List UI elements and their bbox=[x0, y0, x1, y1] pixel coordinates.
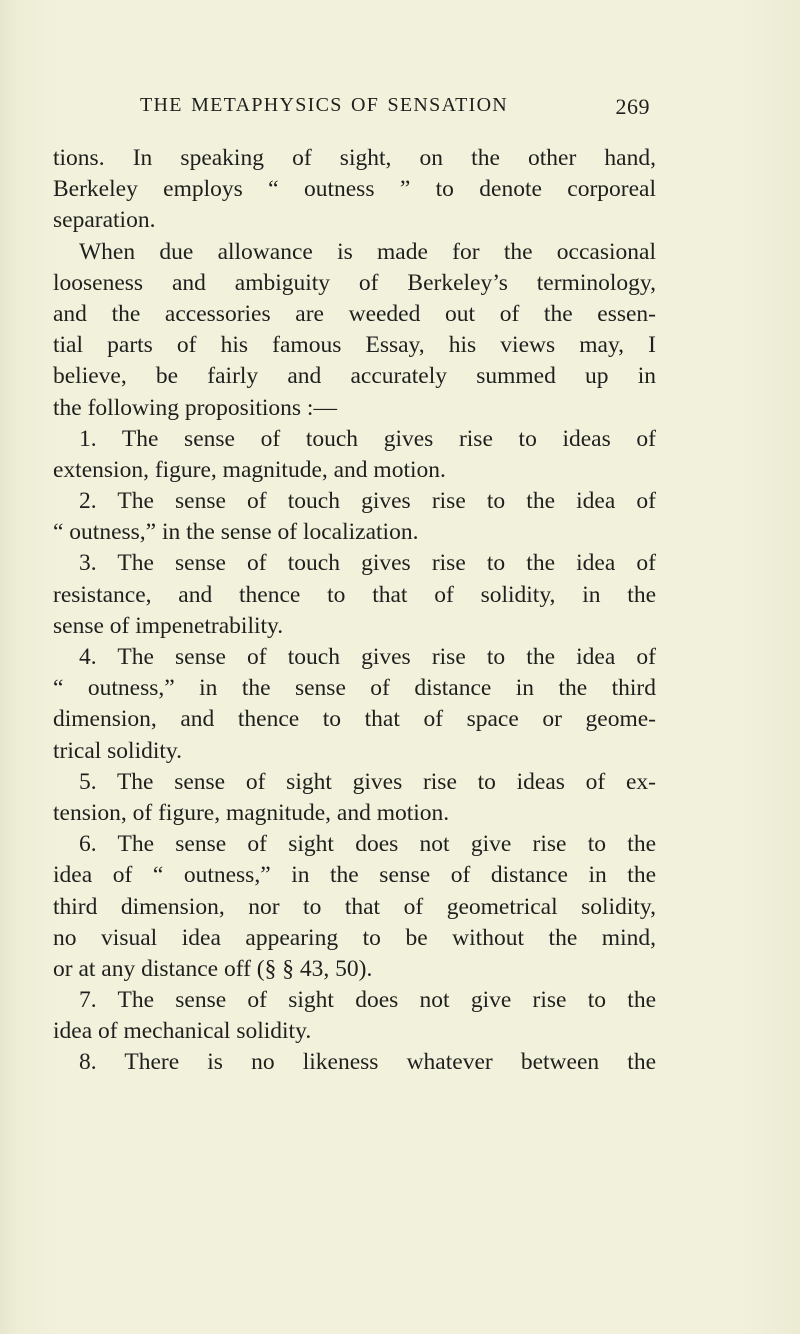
text-line: extension, figure, magnitude, and motion. bbox=[53, 456, 446, 483]
text-line: tial parts of his famous Essay, his views may, I bbox=[53, 332, 656, 359]
page-header bbox=[140, 94, 650, 126]
body-text bbox=[53, 143, 656, 1079]
text-line: “ outness,” in the sense of localization. bbox=[53, 519, 419, 546]
text-line: 4. The sense of touch gives rise to the idea of bbox=[79, 644, 656, 670]
text-line: tions. In speaking of sight, on the other hand, bbox=[53, 145, 656, 171]
text-line: tension, of figure, magnitude, and motion. bbox=[53, 799, 450, 826]
text-line: idea of “ outness,” in the sense of distance in the bbox=[53, 862, 656, 889]
text-line: 5. The sense of sight gives rise to ideas of ex- bbox=[79, 768, 656, 795]
text-line: resistance, and thence to that of solidity, in the bbox=[53, 581, 656, 608]
text-line: 3. The sense of touch gives rise to the idea of bbox=[79, 550, 656, 577]
running-title: THE METAPHYSICS OF SENSATION bbox=[140, 94, 509, 116]
text-line: sense of impenetrability. bbox=[53, 612, 284, 639]
text-line: 1. The sense of touch gives rise to ideas of bbox=[79, 425, 656, 452]
text-line: separation. bbox=[53, 207, 156, 234]
text-line: third dimension, nor to that of geometrical solidity, bbox=[53, 893, 656, 920]
text-line: trical solidity. bbox=[53, 737, 183, 764]
text-line: or at any distance off (§ § 43, 50). bbox=[53, 955, 373, 982]
text-line: idea of mechanical solidity. bbox=[53, 1018, 312, 1045]
text-line: dimension, and thence to that of space or geome- bbox=[53, 706, 656, 733]
text-line: 8. There is no likeness whatever between the bbox=[79, 1049, 656, 1076]
text-line: believe, be fairly and accurately summed up in bbox=[53, 363, 656, 390]
text-line: When due allowance is made for the occasional bbox=[79, 238, 656, 265]
text-line: 2. The sense of touch gives rise to the idea of bbox=[79, 488, 656, 515]
page-number: 269 bbox=[615, 94, 650, 119]
text-line: and the accessories are weeded out of the essen- bbox=[53, 300, 656, 327]
text-line: looseness and ambiguity of Berkeley’s terminology, bbox=[53, 269, 656, 296]
text-line: 7. The sense of sight does not give rise to the bbox=[79, 987, 656, 1014]
text-line: 6. The sense of sight does not give rise to the bbox=[79, 831, 656, 858]
text-line: the following propositions :— bbox=[53, 394, 337, 421]
text-line: “ outness,” in the sense of distance in the third bbox=[53, 675, 656, 702]
text-line: no visual idea appearing to be without the mind, bbox=[53, 924, 656, 951]
text-line: Berkeley employs “ outness ” to denote corporeal bbox=[53, 176, 656, 203]
